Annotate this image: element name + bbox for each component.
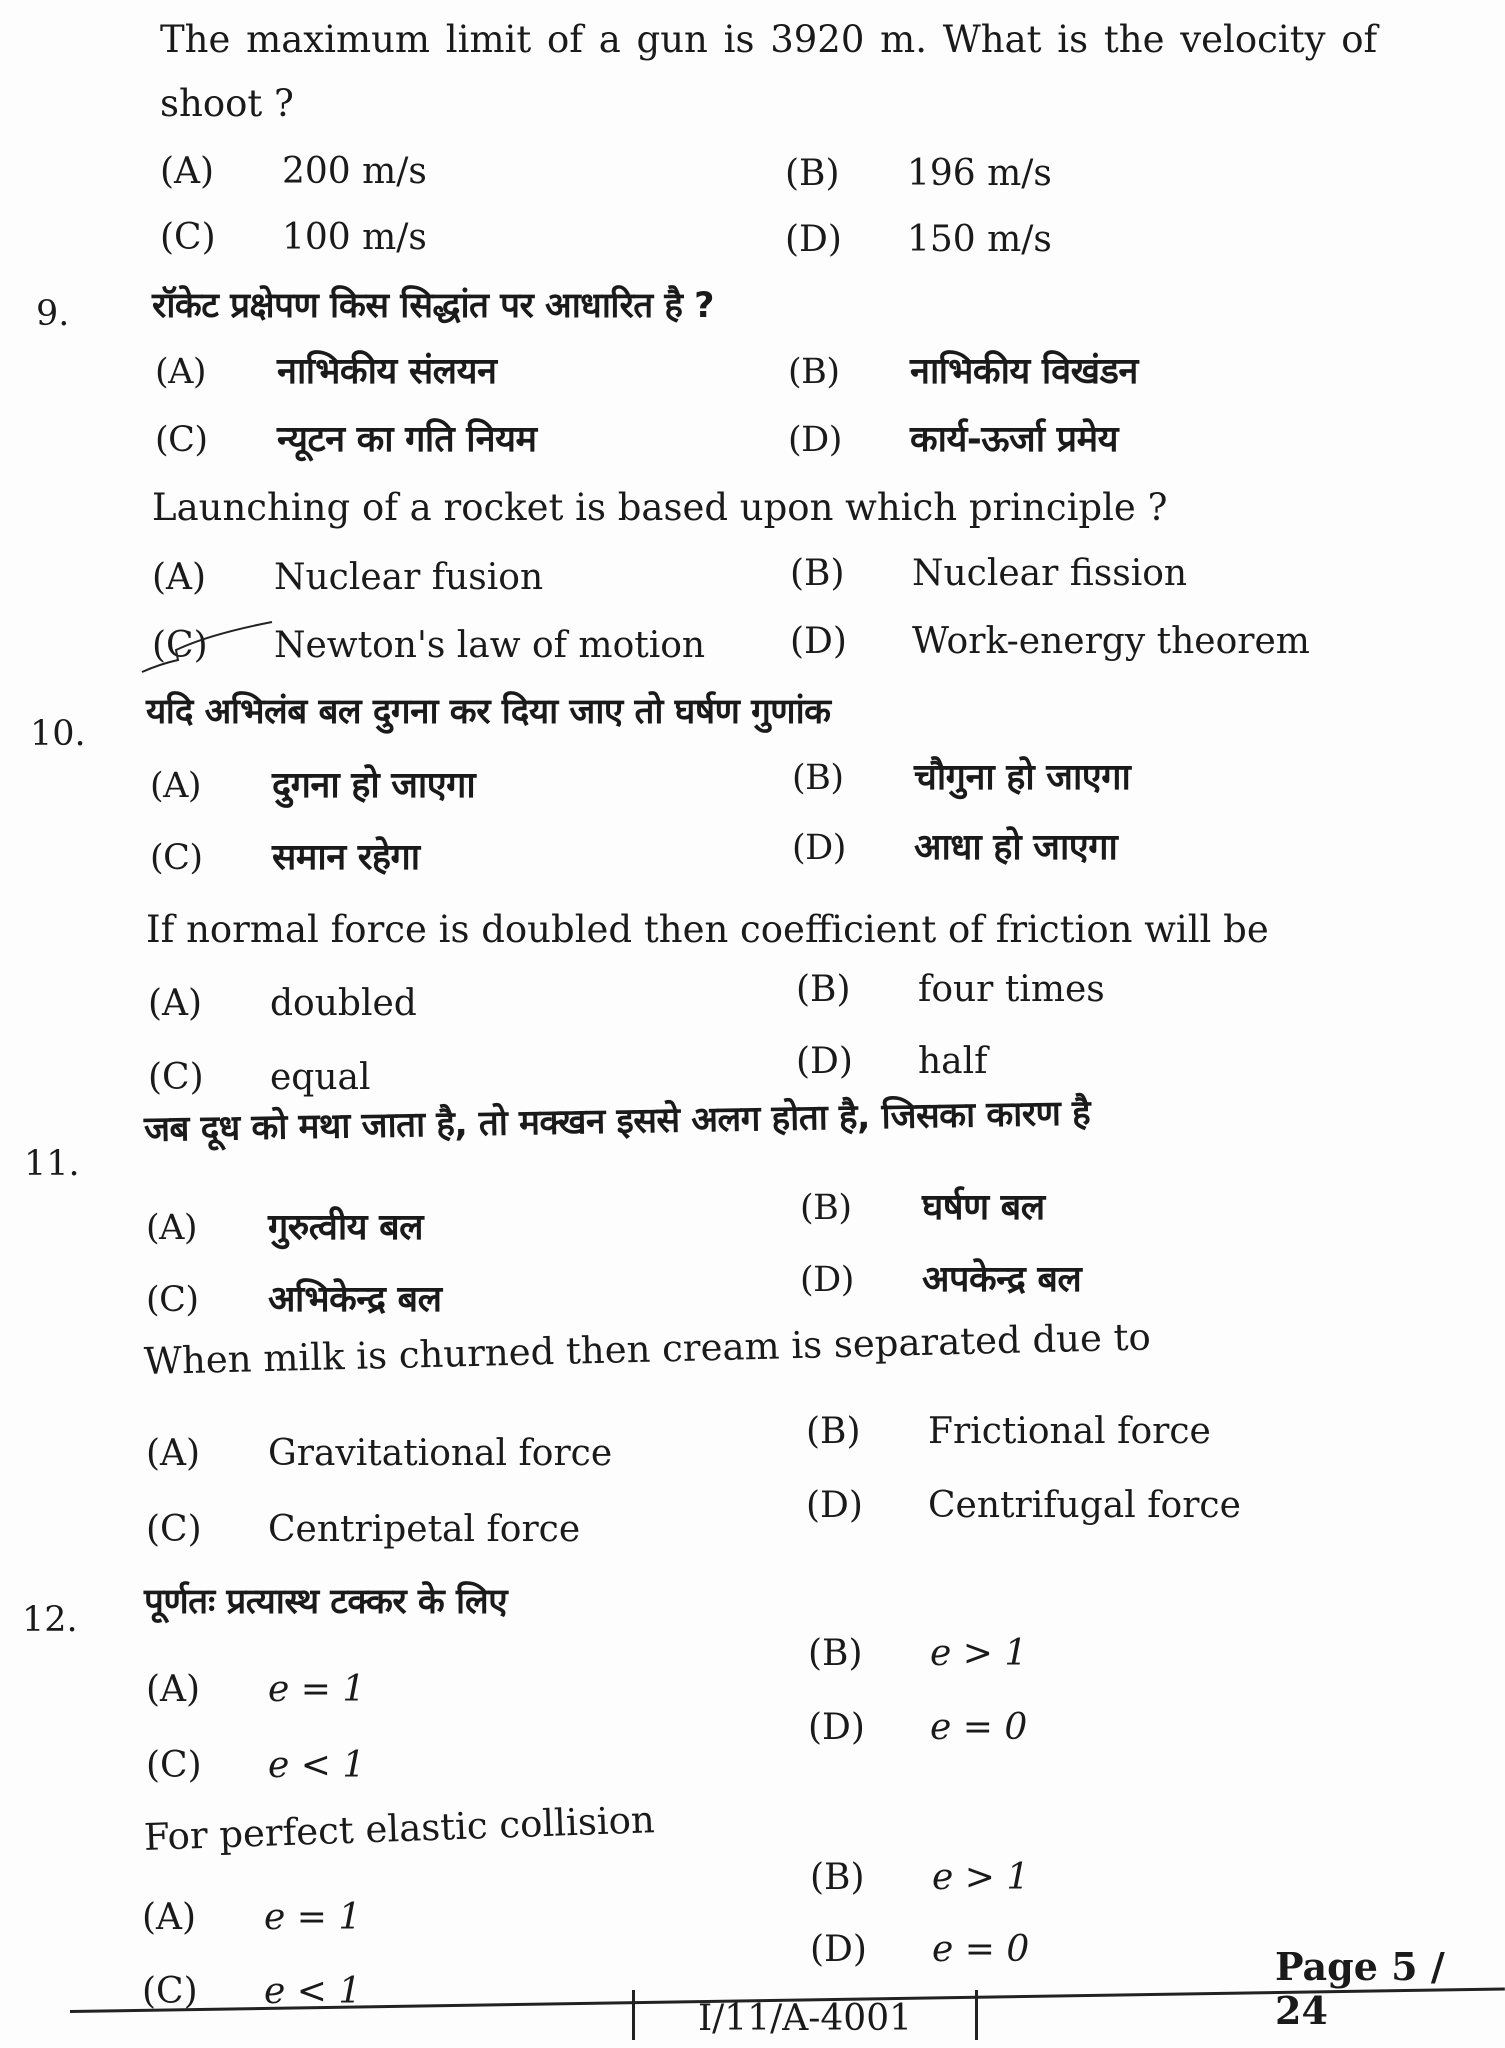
option-label: (D) (796, 1041, 853, 1082)
q11-hindi-text: जब दूध को मथा जाता है, तो मक्खन इससे अलग होता है, जिसका कारण है (143, 1093, 1091, 1150)
q12-english-option-a (142, 1896, 361, 1940)
option-label: (A) (152, 557, 207, 598)
option-label: (D) (800, 1260, 854, 1300)
paper-code: I/11/A-4001 (632, 1990, 978, 2040)
q11-number: 11. (24, 1144, 80, 1184)
option-label: (C) (146, 1509, 202, 1550)
option-text: Centripetal force (268, 1509, 581, 1550)
option-label: (A) (146, 1433, 201, 1474)
q10-hindi-option-a (150, 764, 475, 808)
option-text: Centrifugal force (928, 1485, 1241, 1526)
option-text: e = 0 (932, 1929, 1030, 1970)
option-label: (B) (796, 969, 851, 1010)
option-label: (A) (148, 983, 203, 1024)
option-text: e < 1 (268, 1745, 366, 1786)
q8-option-a (160, 150, 427, 194)
option-label: (B) (792, 758, 844, 798)
q11-hindi-option-b (800, 1186, 1045, 1230)
option-label: (C) (152, 625, 208, 666)
option-text: 150 m/s (907, 219, 1052, 260)
q9-english-text: Launching of a rocket is based upon which principle ? (152, 486, 1168, 529)
q9-hindi-option-a (155, 350, 496, 394)
option-text: four times (918, 969, 1105, 1010)
option-text: Gravitational force (268, 1433, 613, 1474)
option-label: (C) (146, 1745, 202, 1786)
q12-hindi-option-b (808, 1632, 1027, 1676)
q12-hindi-text: पूर्णतः प्रत्यास्थ टक्कर के लिए (144, 1582, 508, 1622)
q12-hindi-option-c (146, 1744, 365, 1788)
q10-hindi-option-c (150, 836, 420, 880)
option-text: 100 m/s (282, 217, 427, 258)
option-text: e = 0 (930, 1707, 1028, 1748)
q10-hindi-option-d (792, 826, 1117, 870)
q11-hindi-option-d (800, 1258, 1081, 1302)
q10-english-option-d (796, 1040, 988, 1084)
option-label: (C) (146, 1280, 199, 1320)
q12-english-text: For perfect elastic collision (143, 1798, 656, 1859)
option-label: (A) (150, 766, 202, 806)
option-label: (A) (160, 151, 215, 192)
q11-english-text: When milk is churned then cream is separated due to (143, 1315, 1152, 1383)
option-label: (B) (808, 1633, 863, 1674)
q12-hindi-option-a (146, 1668, 365, 1712)
option-text: अभिकेन्द्र बल (268, 1279, 442, 1320)
option-text: घर्षण बल (922, 1187, 1045, 1228)
q9-english-option-a (152, 556, 543, 600)
option-text: गुरुत्वीय बल (268, 1207, 424, 1248)
option-label: (A) (146, 1669, 201, 1710)
option-label: (C) (148, 1057, 204, 1098)
option-text: e > 1 (932, 1857, 1030, 1898)
q11-english-option-a (146, 1432, 612, 1476)
option-text: e < 1 (264, 1971, 362, 2012)
option-label: (D) (788, 420, 842, 460)
option-text: Work-energy theorem (912, 621, 1310, 662)
option-label: (D) (806, 1485, 863, 1526)
option-text: Nuclear fusion (274, 557, 544, 598)
option-text: half (918, 1041, 988, 1082)
option-text: अपकेन्द्र बल (922, 1259, 1082, 1300)
q11-hindi-option-a (146, 1206, 423, 1250)
option-label: (C) (160, 217, 216, 258)
option-label: (B) (790, 553, 845, 594)
option-text: Newton's law of motion (274, 625, 706, 666)
option-text: दुगना हो जाएगा (272, 765, 476, 806)
q10-english-option-c (148, 1056, 371, 1100)
option-text: 200 m/s (282, 151, 427, 192)
option-label: (C) (150, 838, 203, 878)
q11-english-option-c (146, 1508, 580, 1552)
option-label: (A) (155, 352, 207, 392)
option-label: (D) (810, 1929, 867, 1970)
option-label: (A) (146, 1208, 198, 1248)
q10-hindi-text: यदि अभिलंब बल दुगना कर दिया जाए तो घर्षण गुणांक (146, 692, 831, 732)
q8-english-text-line2: shoot ? (160, 82, 294, 125)
option-text: नाभिकीय विखंडन (910, 351, 1138, 392)
q9-english-option-d (790, 620, 1310, 664)
option-text: कार्य-ऊर्जा प्रमेय (910, 419, 1119, 460)
q12-hindi-option-d (808, 1706, 1027, 1750)
option-label: (D) (792, 828, 846, 868)
q10-english-option-b (796, 968, 1105, 1012)
option-label: (B) (800, 1188, 852, 1228)
q10-english-option-a (148, 982, 417, 1026)
page-number: Page 5 / 24 (1275, 1944, 1445, 2033)
q8-english-text-line1: The maximum limit of a gun is 3920 m. What is the velocity of (160, 18, 1378, 61)
q9-english-option-c (152, 624, 705, 668)
option-label: (B) (810, 1857, 865, 1898)
option-text: e = 1 (268, 1669, 366, 1710)
option-label: (D) (808, 1707, 865, 1748)
option-label: (A) (142, 1897, 197, 1938)
option-text: e = 1 (264, 1897, 362, 1938)
option-text: चौगुना हो जाएगा (914, 757, 1131, 798)
option-text: Nuclear fission (912, 553, 1188, 594)
option-text: e > 1 (930, 1633, 1028, 1674)
q11-english-option-d (806, 1484, 1241, 1528)
q11-hindi-option-c (146, 1278, 442, 1322)
option-label: (B) (806, 1411, 861, 1452)
option-text: नाभिकीय संलयन (277, 351, 497, 392)
q9-hindi-option-b (788, 350, 1138, 394)
q10-number: 10. (30, 714, 86, 754)
q9-english-option-b (790, 552, 1187, 596)
option-label: (C) (155, 420, 208, 460)
option-text: समान रहेगा (272, 837, 420, 878)
q9-hindi-option-d (788, 418, 1118, 462)
q8-option-d (785, 218, 1052, 262)
option-label: (B) (788, 352, 840, 392)
q12-english-option-d (810, 1928, 1029, 1972)
q11-english-option-b (806, 1410, 1211, 1454)
option-label: (D) (785, 219, 842, 260)
q12-number: 12. (22, 1600, 78, 1640)
option-text: न्यूटन का गति नियम (277, 419, 537, 460)
option-text: doubled (270, 983, 417, 1024)
q10-hindi-option-b (792, 756, 1130, 800)
option-text: Frictional force (928, 1411, 1211, 1452)
q9-hindi-text: रॉकेट प्रक्षेपण किस सिद्धांत पर आधारित है ? (152, 286, 714, 326)
option-text: आधा हो जाएगा (914, 827, 1118, 868)
q12-english-option-b (810, 1856, 1029, 1900)
option-text: equal (270, 1057, 371, 1098)
option-label: (C) (142, 1971, 198, 2012)
q9-number: 9. (36, 294, 70, 334)
option-label: (D) (790, 621, 847, 662)
q9-hindi-option-c (155, 418, 537, 462)
option-label: (B) (785, 153, 840, 194)
option-text: 196 m/s (907, 153, 1052, 194)
q8-option-c (160, 216, 427, 260)
q10-english-text: If normal force is doubled then coefficient of friction will be (146, 908, 1269, 951)
q8-option-b (785, 152, 1052, 196)
